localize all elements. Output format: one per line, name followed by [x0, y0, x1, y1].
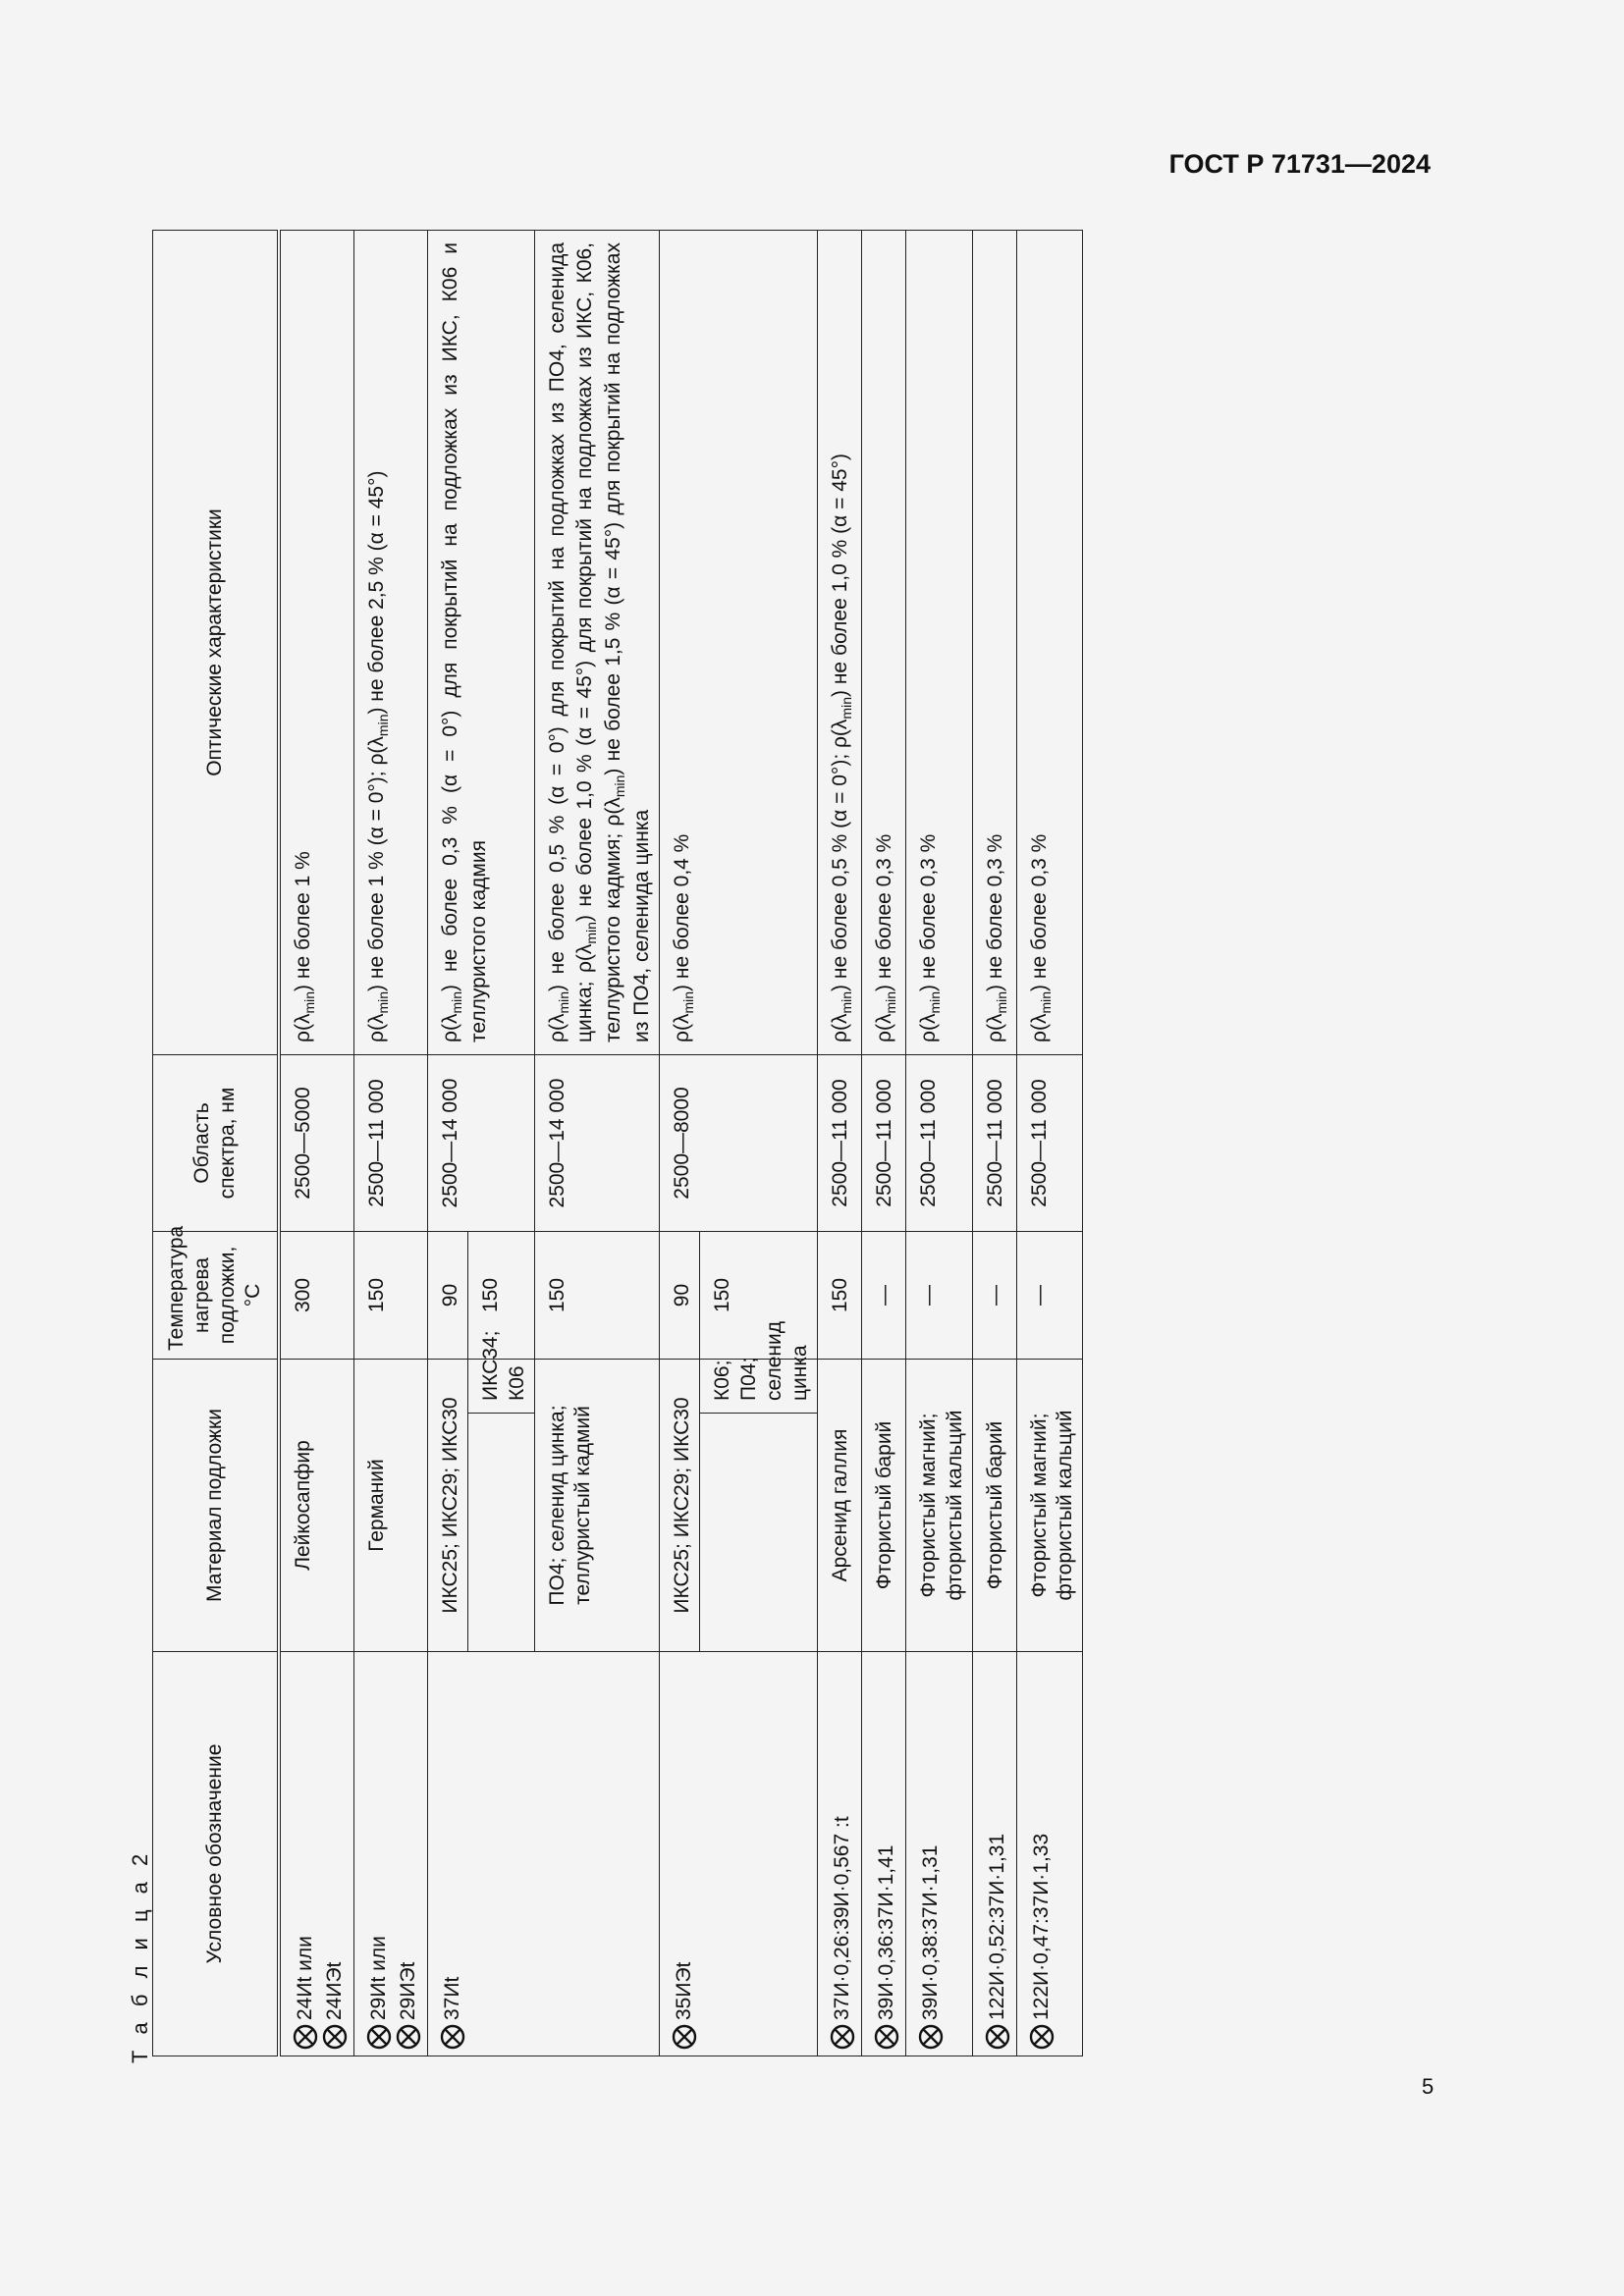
- table-body: [279, 231, 1083, 2056]
- document-header: ГОСТ Р 71731—2024: [1168, 149, 1431, 179]
- temperature-cell: —: [972, 1232, 1016, 1360]
- spectrum-cell: 2500—11 000: [818, 1055, 862, 1232]
- designation-text: 37И·0,26:39И·0,567 :t: [831, 1816, 854, 2020]
- designation-cell: [354, 1652, 428, 2056]
- table-row: [862, 231, 906, 2056]
- table-row: [1016, 231, 1083, 2056]
- crossed-circle-icon: [293, 2024, 318, 2050]
- material-cell: Фтористый барий: [862, 1360, 906, 1652]
- temperature-cell-secondary: 150: [700, 1232, 818, 1360]
- header-material: Материал подложки: [153, 1360, 280, 1652]
- designation-text: 29Иt или: [366, 1936, 390, 2020]
- material-spacer: [700, 1414, 818, 1652]
- designation-cell: [534, 1652, 659, 2056]
- table-row: [660, 231, 700, 2056]
- material-cell: Лейкосапфир: [279, 1360, 354, 1652]
- designation-cell: [972, 1652, 1016, 2056]
- material-cell: ПО4; селенид цинка; теллуристый кадмий: [534, 1360, 659, 1652]
- temperature-cell: —: [862, 1232, 906, 1360]
- temperature-cell: 150: [818, 1232, 862, 1360]
- temperature-cell: 300: [279, 1232, 354, 1360]
- page-number: 5: [1422, 2074, 1435, 2099]
- material-cell-secondary: К06; П04; селенид цинка: [700, 1360, 818, 1414]
- table-header-row: [153, 231, 280, 2056]
- spectrum-cell: 2500—11 000: [862, 1055, 906, 1232]
- material-cell: Германий: [354, 1360, 428, 1652]
- material-spacer: [468, 1414, 535, 1652]
- designation-cell: [428, 1652, 535, 2056]
- optics-cell: $\rho(\lambda_{min})$ не более 0,3 %: [906, 231, 973, 1055]
- spectrum-cell: 2500—11 000: [1016, 1055, 1083, 1232]
- material-cell: Фтористый магний; фтористый кальций: [906, 1360, 973, 1652]
- table-row: [972, 231, 1016, 2056]
- header-optics: Оптические характеристики: [153, 231, 280, 1055]
- designation-text: 37Иt: [440, 1976, 463, 2020]
- crossed-circle-icon: [396, 2024, 421, 2050]
- rotated-table-container: [152, 231, 1429, 2056]
- crossed-circle-icon: [874, 2024, 899, 2050]
- optics-cell: $\rho(\lambda_{min})$ не более 0,5 % (α = 0°); $\rho(\lambda_{min})$ не более 1,0 % (α = 45°): [818, 231, 862, 1055]
- designation-cell: [906, 1652, 973, 2056]
- optics-cell: $\rho(\lambda_{min})$ не более 0,5 % (α = 0°) для покрытий на подложках из ПО4, селенида цинка; $\rho(\lambda_{min})$ не более 1,0 % (α = 45°) для покрытий на подложках из ИКС, К06, теллуристого кадмия; $\rho(\lambda_{min})$ не более 1,5 % (α = 45°) для покрытий на подложках из ПО4, селенида цинка: [534, 231, 659, 1055]
- designation-cell: [1016, 1652, 1083, 2056]
- table-row: [534, 231, 659, 2056]
- spectrum-cell: 2500—11 000: [354, 1055, 428, 1232]
- designation-cell: [818, 1652, 862, 2056]
- temperature-cell: 150: [354, 1232, 428, 1360]
- optics-cell: $\rho(\lambda_{min})$ не более 0,3 %: [1016, 231, 1083, 1055]
- spectrum-cell: 2500—14 000: [428, 1055, 535, 1232]
- coatings-table: [152, 230, 1083, 2056]
- table-row: [354, 231, 428, 2056]
- header-temperature: Температура нагрева подложки, °С: [153, 1232, 280, 1360]
- header-designation: Условное обозначение: [153, 1652, 280, 2056]
- optics-cell: $\rho(\lambda_{min})$ не более 0,3 %: [972, 231, 1016, 1055]
- material-cell-secondary: ИКС34; К06: [468, 1360, 535, 1414]
- header-spectrum: Область спектра, нм: [153, 1055, 280, 1232]
- crossed-circle-icon: [672, 2024, 697, 2050]
- designation-cell: [862, 1652, 906, 2056]
- designation-text: 122И·0,47:37И·1,33: [1029, 1833, 1053, 2020]
- optics-cell: $\rho(\lambda_{min})$ не более 0,3 % (α = 0°) для покрытий на подложках из ИКС, К06 и теллуристого кадмия: [428, 231, 535, 1055]
- table-row: [428, 231, 468, 2056]
- spectrum-cell: 2500—8000: [660, 1055, 818, 1232]
- optics-cell: $\rho(\lambda_{min})$ не более 0,3 %: [862, 231, 906, 1055]
- table-row: [279, 231, 354, 2056]
- table-caption: Т а б л и ц а 2: [128, 1848, 152, 2063]
- crossed-circle-icon: [366, 2024, 392, 2050]
- material-cell: Арсенид галлия: [818, 1360, 862, 1652]
- optics-cell: $\rho(\lambda_{min})$ не более 0,4 %: [660, 231, 818, 1055]
- temperature-cell: —: [1016, 1232, 1083, 1360]
- crossed-circle-icon: [918, 2024, 944, 2050]
- optics-cell: $\rho(\lambda_{min})$ не более 1 %: [279, 231, 354, 1055]
- material-cell: ИКС25; ИКС29; ИКС30: [428, 1360, 468, 1652]
- material-cell: Фтористый барий: [972, 1360, 1016, 1652]
- crossed-circle-icon: [322, 2024, 348, 2050]
- designation-text: 122И·0,52:37И·1,31: [985, 1833, 1008, 2020]
- designation-text: 35ИЭt: [672, 1961, 695, 2020]
- table-row: [906, 231, 973, 2056]
- crossed-circle-icon: [830, 2024, 855, 2050]
- designation-text: 29ИЭt: [396, 1961, 419, 2020]
- crossed-circle-icon: [985, 2024, 1010, 2050]
- crossed-circle-icon: [1029, 2024, 1055, 2050]
- designation-cell: [279, 1652, 354, 2056]
- designation-text: 39И·0,38:37И·1,31: [919, 1844, 943, 2020]
- designation-text: 24ИЭt: [322, 1961, 346, 2020]
- crossed-circle-icon: [440, 2024, 465, 2050]
- designation-text: 24Иt или: [293, 1936, 316, 2020]
- designation-text: 39И·0,36:37И·1,41: [875, 1844, 898, 2020]
- spectrum-cell: 2500—11 000: [972, 1055, 1016, 1232]
- temperature-cell: 90: [660, 1232, 700, 1360]
- optics-cell: $\rho(\lambda_{min})$ не более 1 % (α = 0°); $\rho(\lambda_{min})$ не более 2,5 % (α = 45°): [354, 231, 428, 1055]
- spectrum-cell: 2500—14 000: [534, 1055, 659, 1232]
- spectrum-cell: 2500—5000: [279, 1055, 354, 1232]
- spectrum-cell: 2500—11 000: [906, 1055, 973, 1232]
- table-row: [818, 231, 862, 2056]
- material-cell: Фтористый магний; фтористый кальций: [1016, 1360, 1083, 1652]
- material-cell: ИКС25; ИКС29; ИКС30: [660, 1360, 700, 1652]
- designation-cell: [660, 1652, 818, 2056]
- temperature-cell: 150: [534, 1232, 659, 1360]
- temperature-cell: —: [906, 1232, 973, 1360]
- temperature-cell-secondary: 150: [468, 1232, 535, 1360]
- temperature-cell: 90: [428, 1232, 468, 1360]
